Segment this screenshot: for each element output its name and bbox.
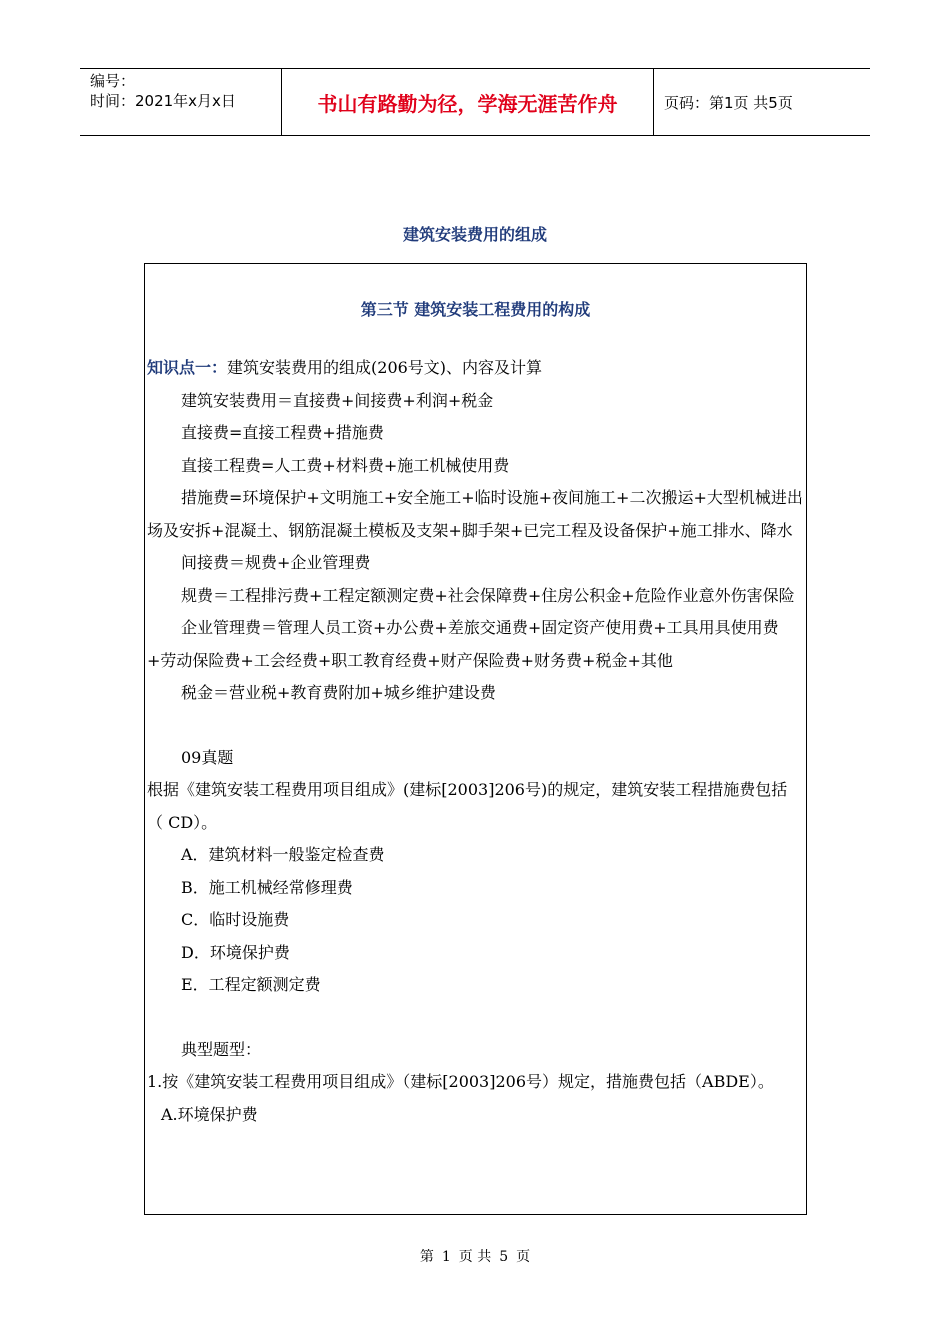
header-number: 编号： [90, 72, 136, 90]
header-motto: 书山有路勤为径，学海无涯苦作舟 [282, 69, 654, 135]
knowledge-point-text: 建筑安装费用的组成(206号文)、内容及计算 [227, 358, 543, 377]
header-time: 时间：2021年x月x日 [90, 92, 236, 110]
header-page-info: 页码：第1页 共5页 [664, 93, 793, 112]
document-title: 建筑安装费用的组成 [402, 225, 547, 244]
page-header [80, 68, 870, 136]
exam-question: 根据《建筑安装工程费用项目组成》(建标[2003]206号)的规定，建筑安装工程措施费包括（ CD）。 [147, 780, 788, 832]
exam-option: E．工程定额测定费 [181, 975, 321, 994]
exam-option: B．施工机械经常修理费 [181, 877, 353, 897]
footer-prefix: 第 [419, 1249, 434, 1265]
exam-option: C．临时设施费 [181, 910, 290, 929]
footer-current-page: 1 [441, 1249, 451, 1265]
formula-line: 企业管理费＝管理人员工资+办公费+差旅交通费+固定资产使用费+工具用具使用费+劳动保险费+工会经费+职工教育经费+财产保险费+财务费+税金+其他 [147, 618, 779, 670]
footer-mid: 页 共 [458, 1249, 492, 1265]
exam-option: A．建筑材料一般鉴定检查费 [181, 845, 385, 864]
spacer [147, 710, 803, 742]
formula-line: 规费＝工程排污费+工程定额测定费+社会保障费+住房公积金+危险作业意外伤害保险 [181, 585, 795, 605]
section-content [147, 352, 803, 1131]
knowledge-point-label: 知识点一： [147, 358, 228, 377]
exam-label: 09真题 [181, 747, 234, 767]
formula-line: 建筑安装费用＝直接费+间接费+利润+税金 [181, 390, 494, 410]
formula-line: 间接费＝规费+企业管理费 [181, 553, 371, 572]
formula-line: 税金＝营业税+教育费附加+城乡维护建设费 [181, 683, 496, 702]
typical-option: A.环境保护费 [161, 1104, 258, 1124]
header-meta [80, 69, 282, 135]
section-title: 第三节 建筑安装工程费用的构成 [360, 300, 591, 319]
formula-line: 直接工程费=人工费+材料费+施工机械使用费 [181, 455, 510, 475]
exam-option: D．环境保护费 [181, 942, 290, 962]
footer-suffix: 页 [516, 1249, 531, 1265]
page-footer [0, 1246, 950, 1266]
typical-question: 1.按《建筑安装工程费用项目组成》（建标[2003]206号）规定，措施费包括（ABDE）。 [147, 1072, 774, 1091]
knowledge-point [147, 352, 803, 385]
spacer [147, 1002, 803, 1034]
typical-label: 典型题型： [181, 1039, 262, 1059]
formula-line: 措施费=环境保护+文明施工+安全施工+临时设施+夜间施工+二次搬运+大型机械进出场及安拆+混凝土、钢筋混凝土模板及支架+脚手架+已完工程及设备保护+施工排水、降水 [147, 488, 803, 540]
content-box [144, 263, 807, 1215]
footer-total-pages: 5 [499, 1249, 509, 1265]
formula-line: 直接费=直接工程费+措施费 [181, 423, 384, 442]
